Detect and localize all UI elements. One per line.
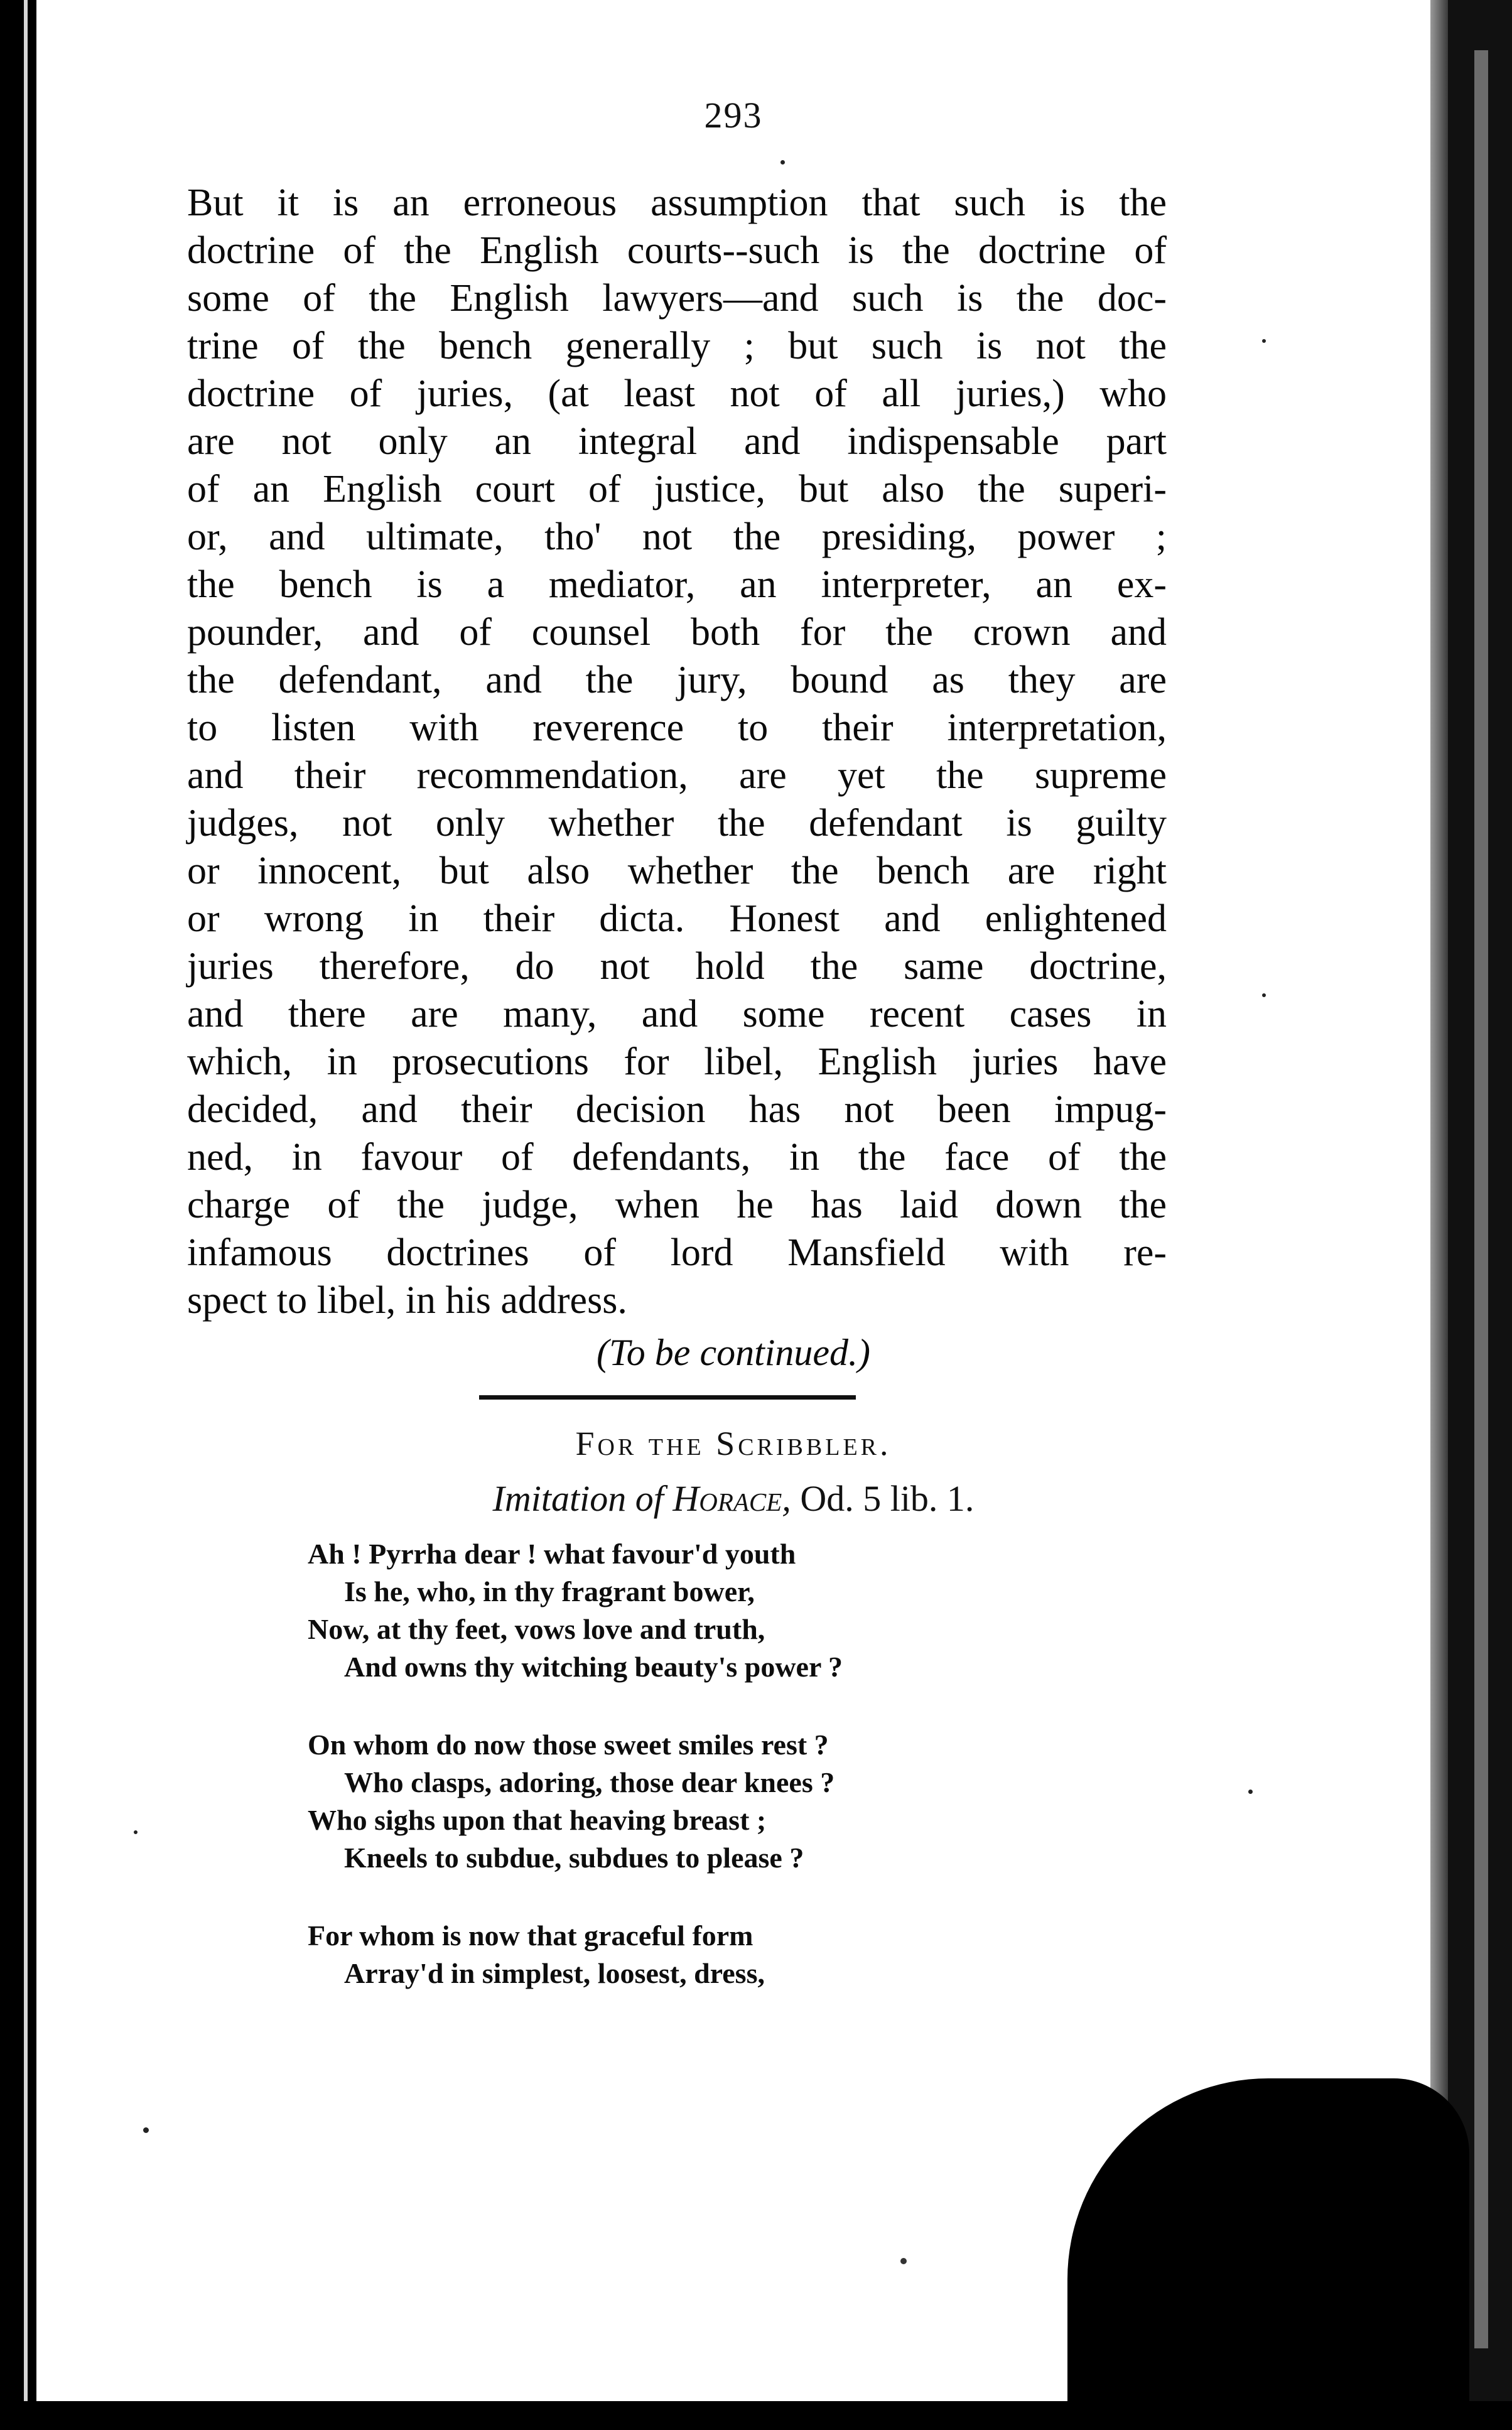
binding-edge — [1430, 0, 1512, 2401]
poem-line: And owns thy witching beauty's power ? — [344, 1651, 843, 1683]
article-line: or wrong in their dicta. Honest and enlightened — [187, 897, 1167, 940]
poem-line: Who clasps, adoring, those dear knees ? — [344, 1766, 835, 1798]
article-body — [187, 179, 1167, 1324]
article-line: are not only an integral and indispensable part — [187, 420, 1167, 463]
book-page — [36, 0, 1430, 2401]
poem-title — [36, 1477, 1430, 1520]
continued-note: (To be continued.) — [596, 1332, 871, 1373]
paper-speck — [134, 1830, 138, 1834]
poem-title-reference: Od. 5 lib. 1. — [800, 1478, 975, 1519]
poem-line: Who sighs upon that heaving breast ; — [308, 1804, 767, 1836]
poem-title-author: Horace, — [672, 1478, 791, 1519]
article-line: But it is an erroneous assumption that such is the — [187, 181, 1167, 224]
poem-stanza — [308, 1917, 1124, 1992]
paper-speck — [780, 160, 785, 165]
article-line: of an English court of justice, but also the superi- — [187, 468, 1167, 510]
article-line: to listen with reverence to their interpretation, — [187, 706, 1167, 749]
article-line: or innocent, but also whether the bench are right — [187, 850, 1167, 892]
section-divider — [479, 1395, 856, 1400]
scan-left-border — [0, 0, 36, 2401]
paper-speck — [143, 2127, 149, 2133]
article-line: or, and ultimate, tho' not the presiding, power ; — [187, 516, 1167, 558]
article-line: the defendant, and the jury, bound as they are — [187, 659, 1167, 701]
article-line: trine of the bench generally ; but such is not the — [187, 325, 1167, 367]
paper-speck — [900, 2258, 907, 2264]
poem-line: Is he, who, in thy fragrant bower, — [344, 1575, 755, 1607]
article-line: spect to libel, in his address. — [187, 1279, 627, 1322]
article-line: charge of the judge, when he has laid down the — [187, 1184, 1167, 1226]
poem-line: Now, at thy feet, vows love and truth, — [308, 1613, 765, 1645]
article-line: infamous doctrines of lord Mansfield with re- — [187, 1231, 1167, 1274]
paper-speck — [1262, 339, 1266, 343]
poem-line: Ah ! Pyrrha dear ! what favour'd youth — [308, 1538, 796, 1570]
poem-stanza — [308, 1535, 1124, 1686]
article-line: decided, and their decision has not been impug- — [187, 1088, 1167, 1131]
poem-line: On whom do now those sweet smiles rest ? — [308, 1729, 829, 1761]
article-line: ned, in favour of defendants, in the face of the — [187, 1136, 1167, 1179]
paper-speck — [1262, 993, 1266, 997]
spine-line — [24, 0, 28, 2401]
page-number: 293 — [704, 95, 763, 136]
article-line: judges, not only whether the defendant is guilty — [187, 802, 1167, 845]
page-edge-stripe — [1474, 50, 1488, 2348]
article-line: and there are many, and some recent cases in — [187, 993, 1167, 1035]
poem-line: Array'd in simplest, loosest, dress, — [344, 1957, 765, 1989]
article-line: doctrine of juries, (at least not of all juries,) who — [187, 372, 1167, 415]
poem-stanza — [308, 1726, 1124, 1877]
article-line: pounder, and of counsel both for the crown and — [187, 611, 1167, 654]
section-heading: For the Scribbler. — [575, 1425, 892, 1462]
article-line: some of the English lawyers—and such is the doc- — [187, 277, 1167, 320]
article-line: doctrine of the English courts--such is the doctrine of — [187, 229, 1167, 272]
poem — [308, 1535, 1124, 2033]
article-line: which, in prosecutions for libel, English juries have — [187, 1040, 1167, 1083]
article-line: and their recommendation, are yet the supreme — [187, 754, 1167, 797]
poem-line: For whom is now that graceful form — [308, 1920, 753, 1952]
article-line: the bench is a mediator, an interpreter, an ex- — [187, 563, 1167, 606]
poem-line: Kneels to subdue, subdues to please ? — [344, 1842, 804, 1874]
binding-shade — [1430, 0, 1448, 2401]
paper-speck — [1248, 1790, 1253, 1794]
article-line: juries therefore, do not hold the same doctrine, — [187, 945, 1167, 988]
poem-title-lead: Imitation of — [492, 1478, 664, 1519]
